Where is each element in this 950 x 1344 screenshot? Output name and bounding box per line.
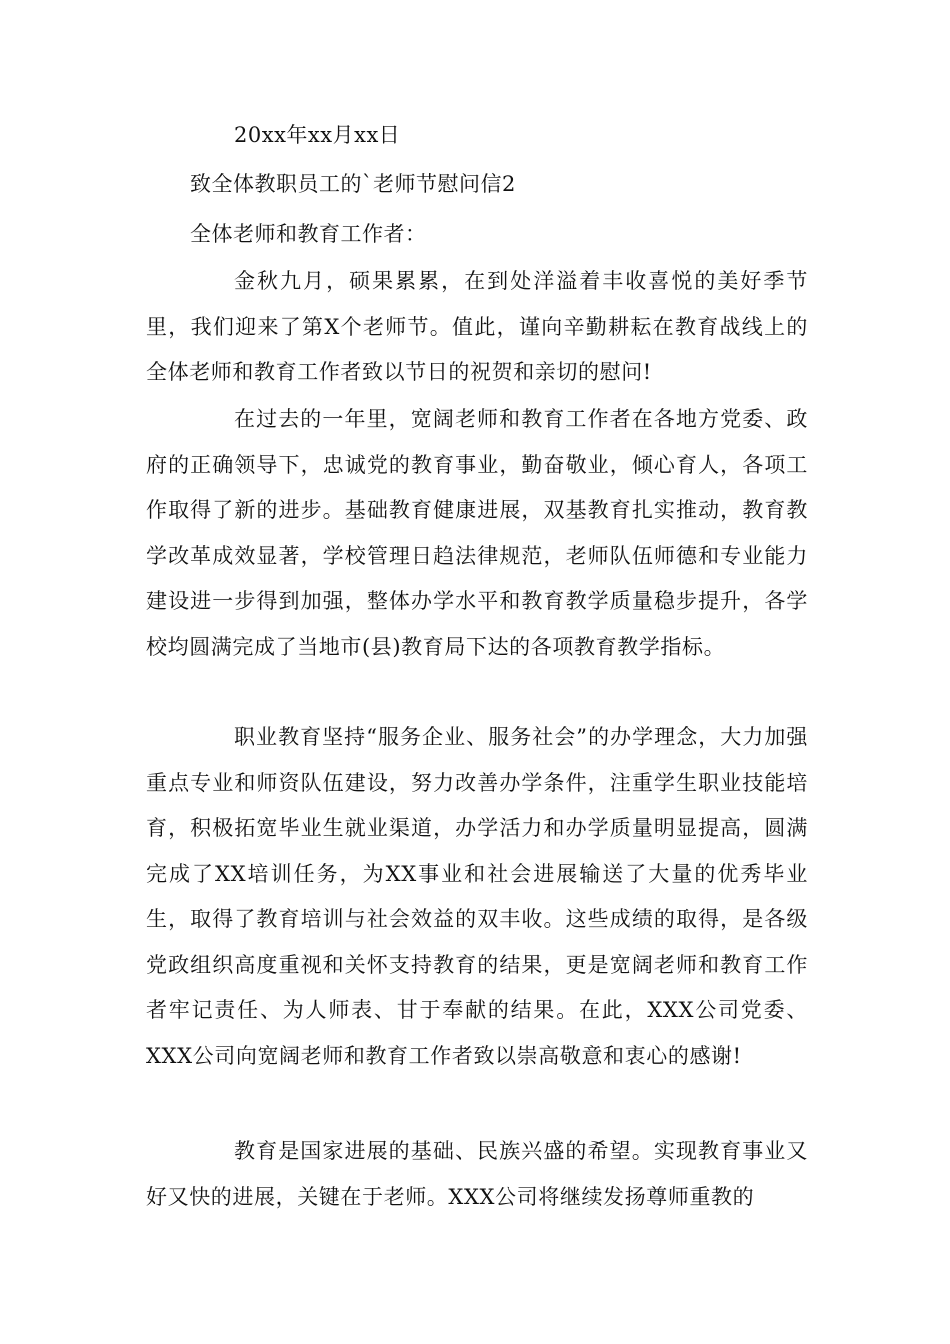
paragraph-3: 职业教育坚持“服务企业、服务社会”的办学理念，大力加强重点专业和师资队伍建设，努力改善办学条件，注重学生职业技能培育，积极拓宽毕业生就业渠道，办学活力和办学质量明显提高，圆满完成了XX培训任务，为XX事业和社会进展输送了大量的优秀毕业生，取得了教育培训与社会效益的双丰收。这些成绩的取得，是各级党政组织高度重视和关怀支持教育的结果，更是宽阔老师和教育工作者牢记责任、为人师表、甘于奉献的结果。在此，XXX公司党委、XXX公司向宽阔老师和教育工作者致以崇高敬意和衷心的感谢! bbox=[146, 725, 808, 1068]
salutation: 全体老师和教育工作者： bbox=[190, 222, 427, 246]
paragraph-2: 在过去的一年里，宽阔老师和教育工作者在各地方党委、政府的正确领导下，忠诚党的教育事业，勤奋敬业，倾心育人，各项工作取得了新的进步。基础教育健康进展，双基教育扎实推动，教育教学改革成效显著，学校管理日趋法律规范，老师队伍师德和专业能力建设进一步得到加强，整体办学水平和教育教学质量稳步提升，各学校均圆满完成了当地市(县)教育局下达的各项教育教学指标。 bbox=[146, 407, 808, 659]
paragraph-4: 教育是国家进展的基础、民族兴盛的希望。实现教育事业又好又快的进展，关键在于老师。XXX公司将继续发扬尊师重教的 bbox=[146, 1139, 808, 1209]
paragraph-1: 金秋九月，硕果累累，在到处洋溢着丰收喜悦的美好季节里，我们迎来了第X个老师节。值此，谨向辛勤耕耘在教育战线上的全体老师和教育工作者致以节日的祝贺和亲切的慰问! bbox=[146, 269, 808, 384]
letter-title: 致全体教职员工的`老师节慰问信2 bbox=[190, 172, 516, 196]
date-line: 20xx年xx月xx日 bbox=[234, 123, 401, 147]
